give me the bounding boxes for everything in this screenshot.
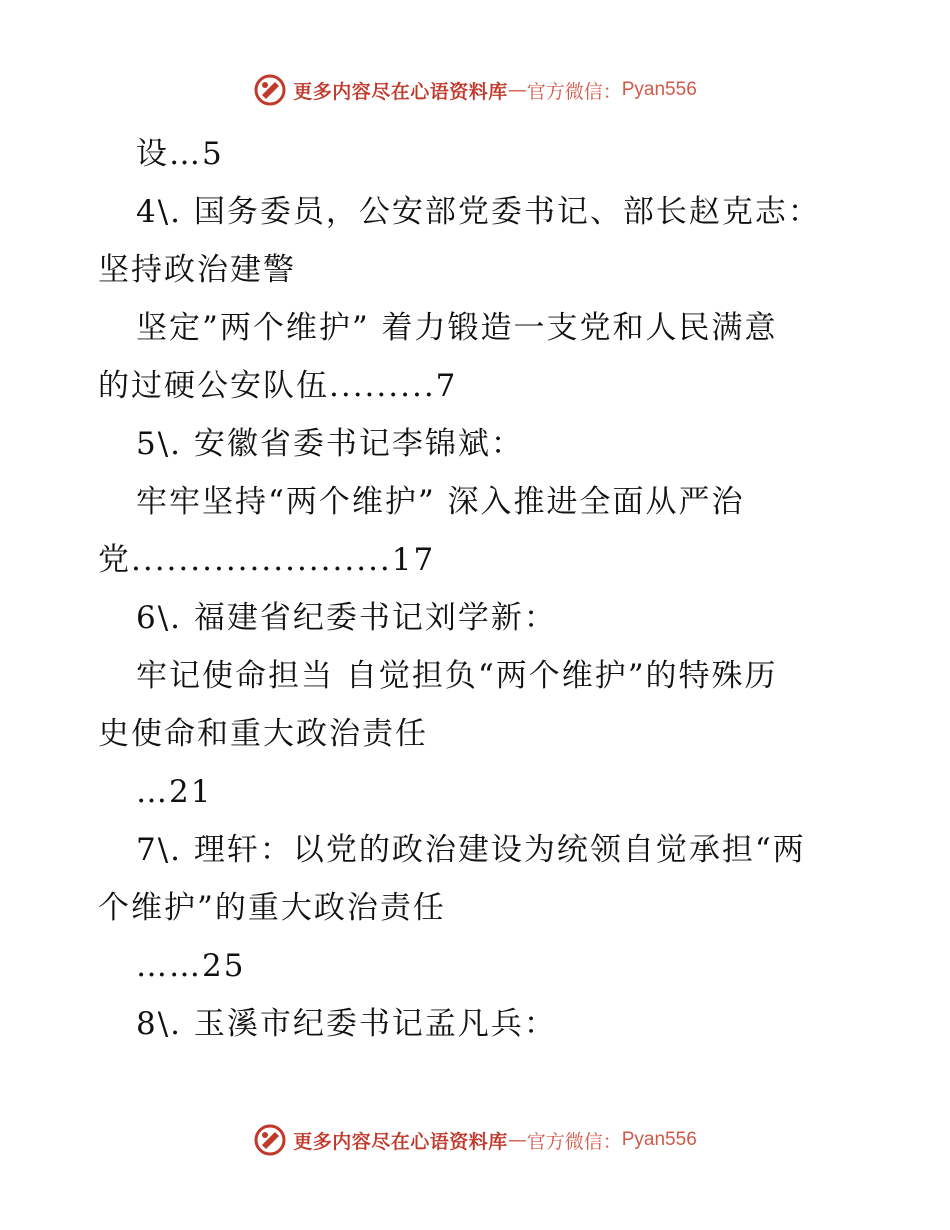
toc-line: …21	[136, 774, 213, 810]
watermark-handle: Pyan556	[621, 1129, 697, 1150]
toc-line: 7\. 理轩：以党的政治建设为统领自觉承担“两	[136, 832, 806, 868]
brand-logo-icon	[253, 73, 287, 107]
watermark-brand-text: 更多内容尽在心语资料库	[293, 80, 508, 103]
watermark-brand-text: 更多内容尽在心语资料库	[293, 1130, 508, 1153]
toc-line: 党......................17	[98, 542, 436, 578]
watermark-label: 官方微信：	[526, 1130, 622, 1153]
toc-line: 牢牢坚持“两个维护” 深入推进全面从严治	[136, 484, 745, 520]
toc-line: 5\. 安徽省委书记李锦斌：	[136, 426, 524, 462]
watermark-separator: —	[507, 1129, 527, 1151]
watermark-label: 官方微信：	[526, 80, 622, 103]
toc-line: 6\. 福建省纪委书记刘学新：	[136, 600, 557, 636]
watermark-handle: Pyan556	[621, 79, 697, 100]
toc-line: 的过硬公安队伍.........7	[98, 368, 458, 404]
brand-logo-icon	[253, 1123, 287, 1157]
toc-line: 设…5	[136, 136, 224, 172]
header-watermark	[0, 70, 950, 110]
toc-line: ……25	[136, 948, 246, 984]
toc-line: 个维护”的重大政治责任	[98, 890, 446, 926]
toc-line: 8\. 玉溪市纪委书记孟凡兵：	[136, 1006, 557, 1042]
toc-line: 坚定”两个维护” 着力锻造一支党和人民满意	[136, 310, 778, 346]
watermark-separator: —	[507, 79, 527, 101]
toc-content	[98, 125, 858, 1053]
toc-line: 牢记使命担当 自觉担负“两个维护”的特殊历	[136, 658, 778, 694]
toc-line: 4\. 国务委员，公安部党委书记、部长赵克志：	[136, 194, 821, 230]
footer-watermark	[0, 1120, 950, 1160]
toc-line: 史使命和重大政治责任	[98, 716, 428, 752]
toc-line: 坚持政治建警	[98, 252, 296, 288]
